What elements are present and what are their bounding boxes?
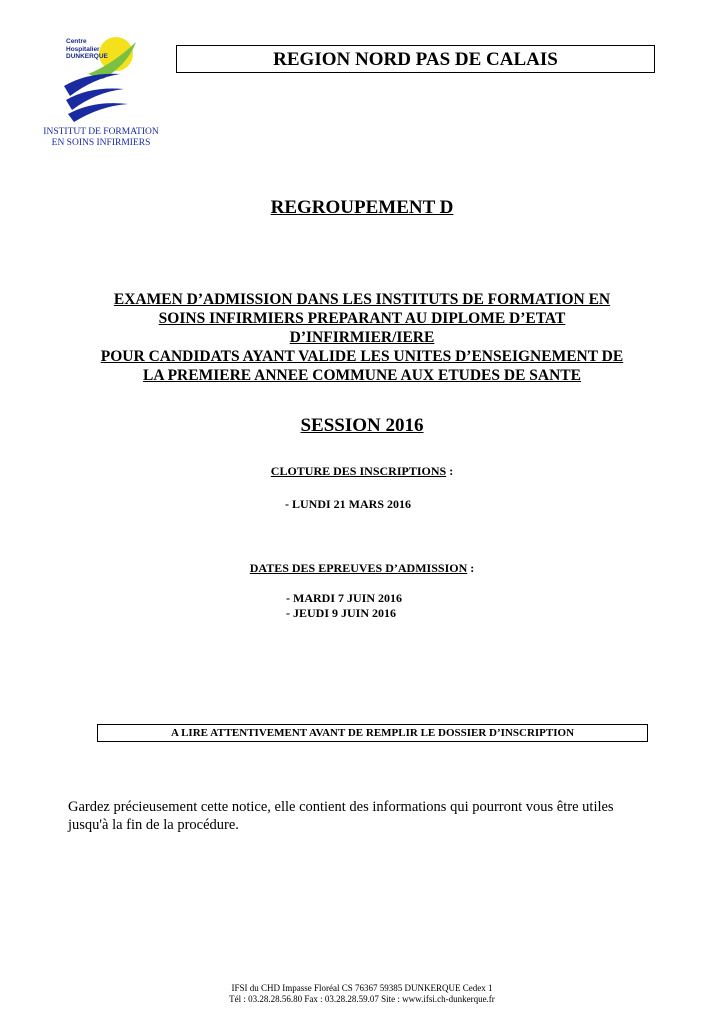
footer-address: IFSI du CHD Impasse Floréal CS 76367 59385 DUNKERQUE Cedex 1: [231, 983, 493, 993]
notice-box: A LIRE ATTENTIVEMENT AVANT DE REMPLIR LE DOSSIER D’INSCRIPTION: [97, 724, 648, 742]
exam-line: EXAMEN D’ADMISSION DANS LES INSTITUTS DE FORMATION EN: [113, 291, 611, 308]
cloture-label: CLOTURE DES INSCRIPTIONS: [270, 464, 447, 478]
exam-line: SOINS INFIRMIERS PREPARANT AU DIPLOME D’ETAT: [158, 310, 566, 327]
epreuves-dates: [286, 591, 402, 621]
institute-line: EN SOINS INFIRMIERS: [51, 138, 151, 148]
hospital-logo: [58, 34, 146, 124]
notice-paragraph: [68, 798, 668, 834]
epreuves-heading: [0, 561, 724, 576]
cloture-colon: :: [446, 464, 454, 478]
logo-line: Centre: [66, 38, 87, 45]
institute-line: INSTITUT DE FORMATION: [43, 127, 159, 137]
footer: [0, 983, 724, 1005]
exam-title: [60, 290, 664, 385]
epreuve-date: - MARDI 7 JUIN 2016: [286, 591, 402, 605]
logo-line: DUNKERQUE: [66, 53, 108, 60]
institute-name: [30, 127, 172, 149]
exam-line: LA PREMIERE ANNEE COMMUNE AUX ETUDES DE SANTE: [143, 367, 581, 384]
footer-contact: Tél : 03.28.28.56.80 Fax : 03.28.28.59.07 Site : www.ifsi.ch-dunkerque.fr: [229, 994, 495, 1004]
exam-line: D’INFIRMIER/IERE: [289, 329, 435, 346]
epreuves-colon: :: [467, 561, 475, 575]
epreuves-label: DATES DES EPREUVES D’ADMISSION: [249, 561, 468, 575]
logo-line: Hospitalier: [66, 45, 100, 53]
epreuve-date: - JEUDI 9 JUIN 2016: [286, 606, 397, 620]
exam-line: POUR CANDIDATS AYANT VALIDE LES UNITES D’ENSEIGNEMENT DE: [100, 348, 624, 365]
region-title: REGION NORD PAS DE CALAIS: [176, 45, 655, 73]
cloture-date: - LUNDI 21 MARS 2016: [285, 497, 411, 511]
logo-text: [66, 38, 108, 61]
paragraph-line: jusqu'à la fin de la procédure.: [68, 817, 239, 833]
session-title: SESSION 2016: [300, 415, 424, 436]
paragraph-line: Gardez précieusement cette notice, elle contient des informations qui pourront vous être utiles: [68, 799, 614, 815]
regroupement-title: REGROUPEMENT D: [270, 197, 454, 218]
cloture-heading: [0, 464, 724, 479]
